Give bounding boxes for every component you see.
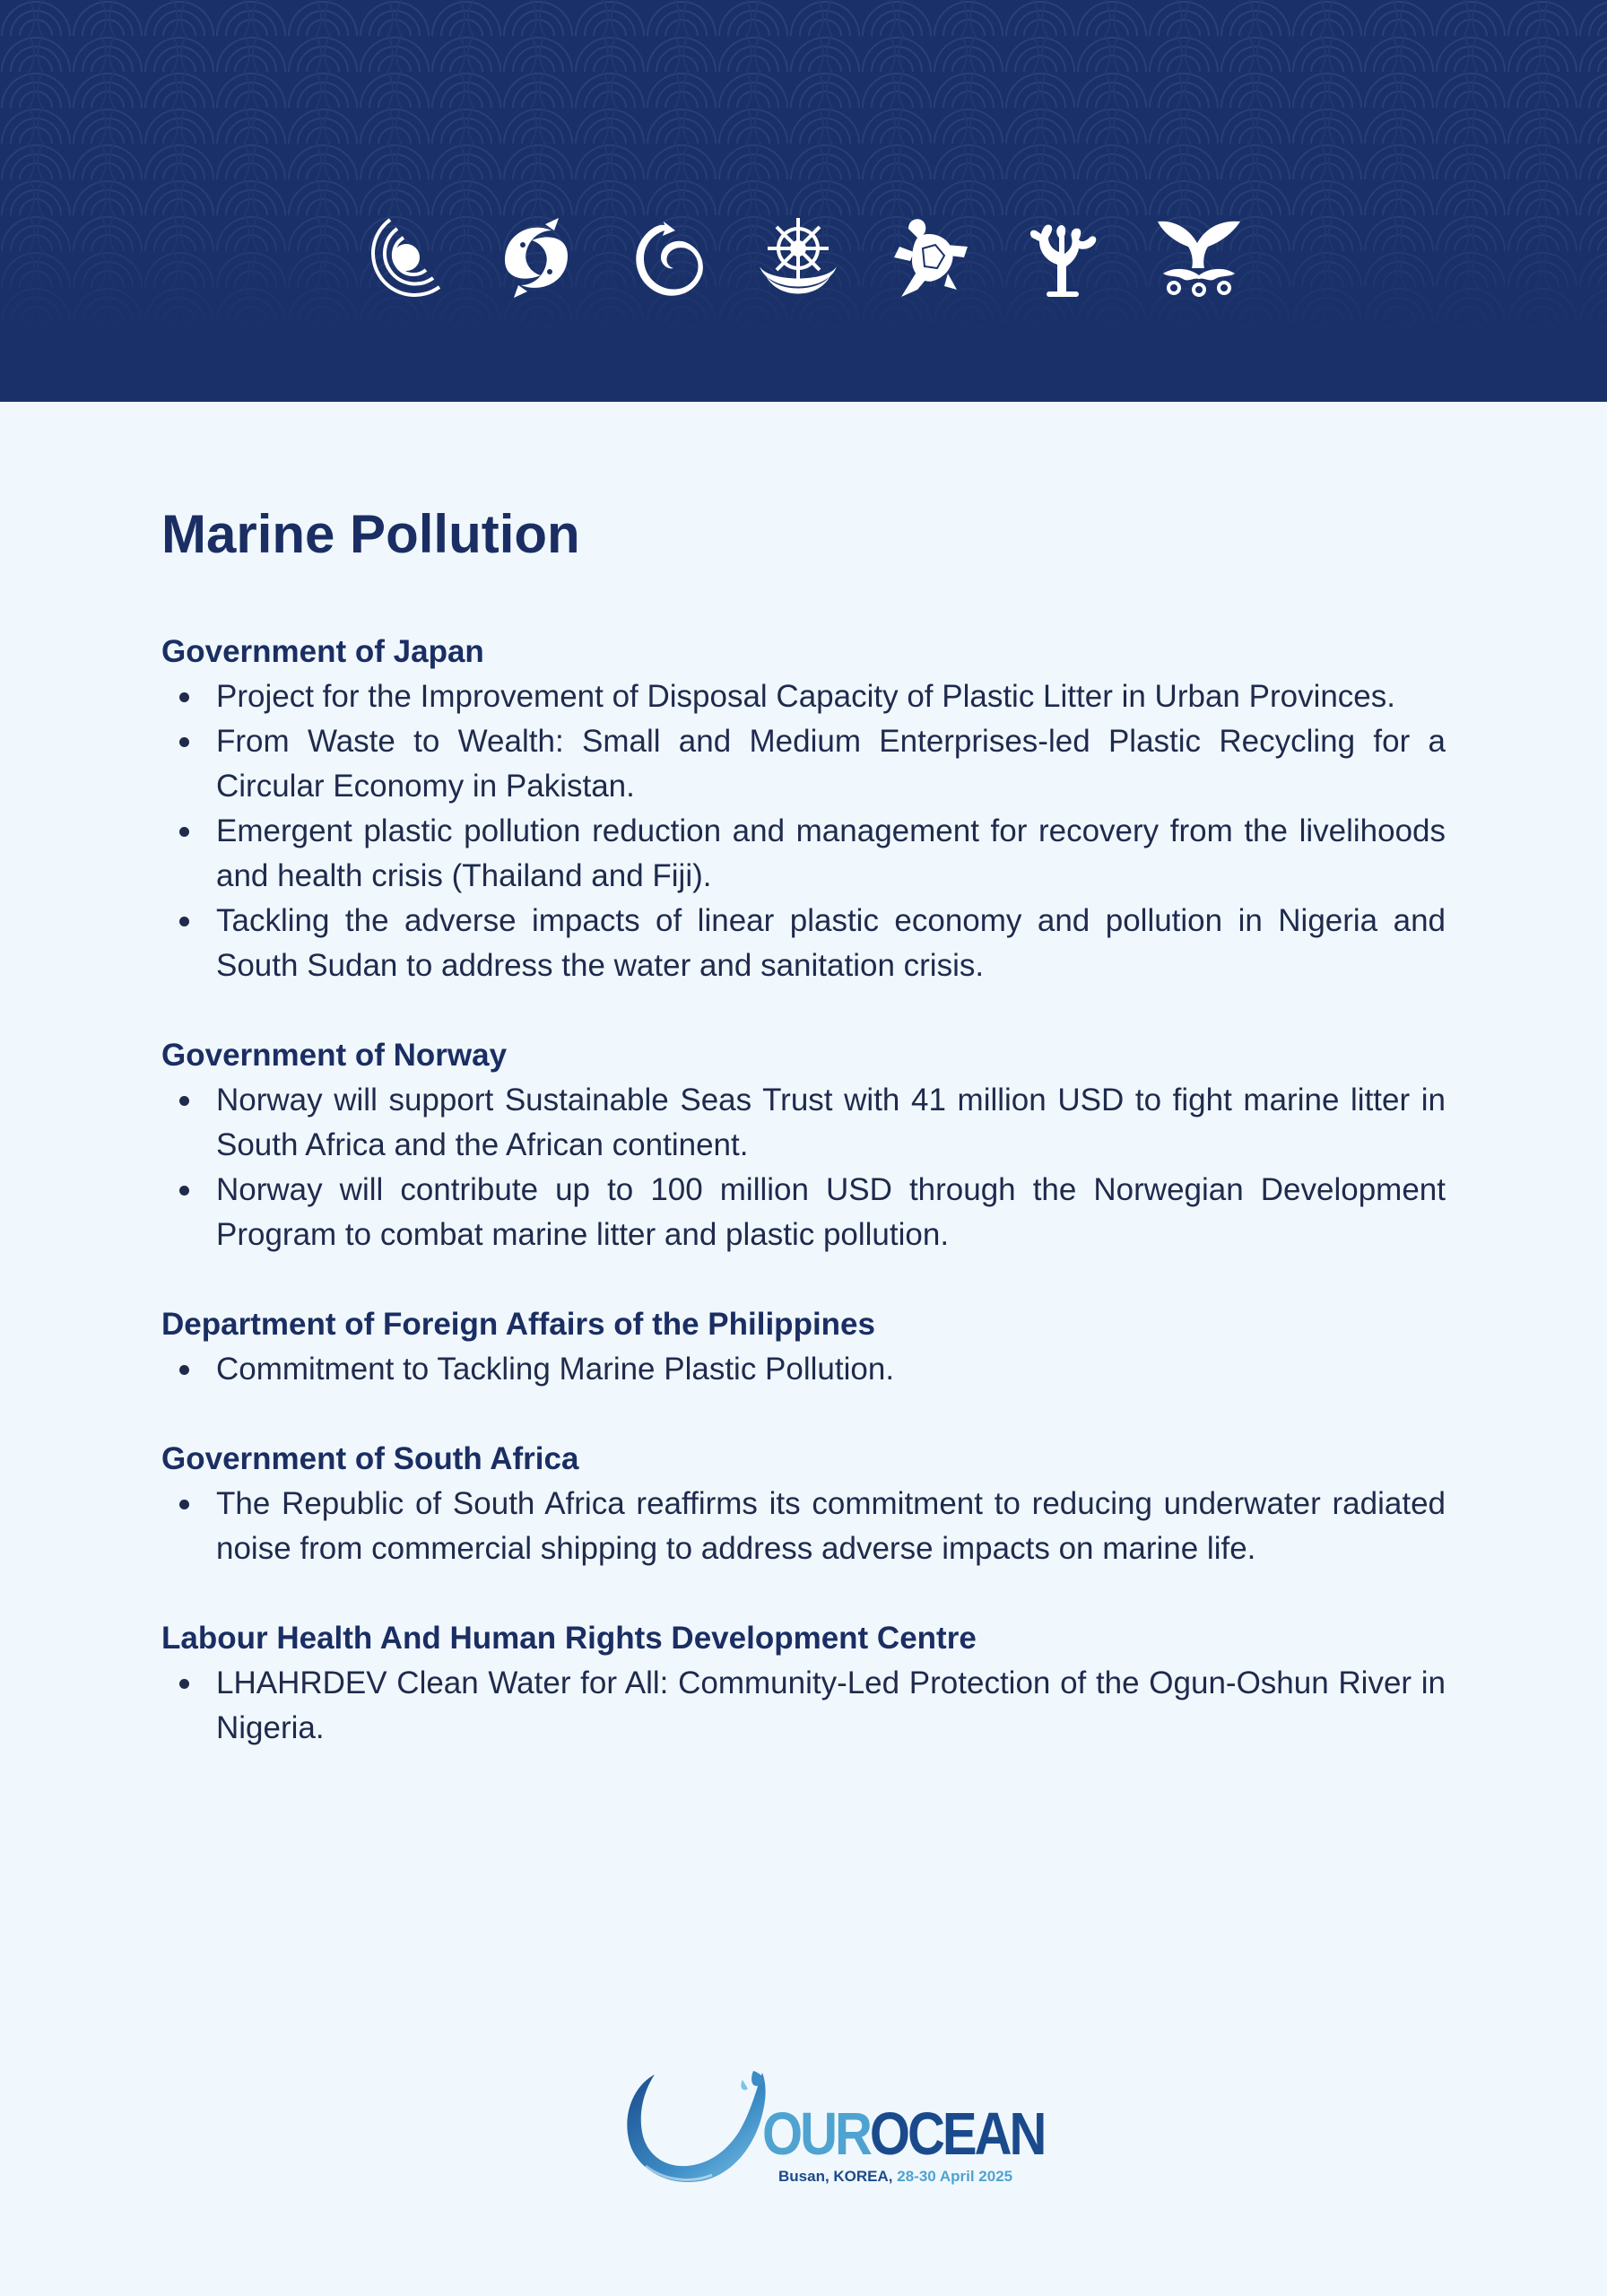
bullet-list: [161, 674, 1446, 988]
bullet-list: [161, 1347, 1446, 1392]
section-japan: [161, 630, 1446, 988]
ship-wheel-icon: [758, 211, 838, 305]
list-item: Norway will support Sustainable Seas Trust with 41 million USD to fight marine litter in South Africa and the African continent.: [161, 1078, 1446, 1168]
bullet-list: [161, 1078, 1446, 1257]
list-item: The Republic of South Africa reaffirms its commitment to reducing underwater radiated noise from commercial shipping to address adverse impacts on marine life.: [161, 1482, 1446, 1571]
icon-row: [363, 211, 1244, 305]
list-item: Emergent plastic pollution reduction and management for recovery from the livelihoods and health crisis (Thailand and Fiji).: [161, 809, 1446, 899]
whale-tail-icon: [1154, 211, 1244, 305]
sea-turtle-icon: [890, 211, 971, 305]
coral-icon: [1020, 211, 1105, 305]
page-title: Marine Pollution: [161, 504, 580, 564]
list-item: Norway will contribute up to 100 million USD through the Norwegian Development Program to combat marine litter and plastic pollution.: [161, 1168, 1446, 1257]
section-south-africa: [161, 1437, 1446, 1571]
list-item: Commitment to Tackling Marine Plastic Pollution.: [161, 1347, 1446, 1392]
logo-dates: 28-30 April 2025: [897, 2168, 1013, 2185]
logo-word-our: OUR: [762, 2100, 870, 2169]
section-title: Government of South Africa: [161, 1441, 579, 1476]
fish-pair-icon: [496, 211, 577, 305]
list-item: Tackling the adverse impacts of linear plastic economy and pollution in Nigeria and South Sudan to address the water and sanitation crisis.: [161, 899, 1446, 988]
wave-swirl-icon: [632, 211, 708, 305]
logo-word-ocean: OCEAN: [869, 2100, 1045, 2169]
bullet-list: [161, 1661, 1446, 1751]
our-ocean-logo: [619, 2067, 1045, 2193]
section-philippines: [161, 1302, 1446, 1392]
logo-location: Busan, KOREA,: [778, 2168, 893, 2185]
header-banner: [0, 0, 1607, 402]
bullet-list: [161, 1482, 1446, 1571]
section-title: Government of Norway: [161, 1038, 508, 1073]
section-lhahrdev: [161, 1616, 1446, 1751]
list-item: Project for the Improvement of Disposal Capacity of Plastic Litter in Urban Provinces.: [161, 674, 1446, 719]
spiral-circle-icon: [363, 211, 448, 305]
section-title: Department of Foreign Affairs of the Philippines: [161, 1307, 875, 1342]
wave-brush-icon: [619, 2067, 771, 2193]
section-norway: [161, 1033, 1446, 1257]
logo-subtitle: [778, 2168, 1012, 2186]
section-title: Government of Japan: [161, 634, 484, 669]
list-item: LHAHRDEV Clean Water for All: Community-Led Protection of the Ogun-Oshun River in Nigeria.: [161, 1661, 1446, 1751]
list-item: From Waste to Wealth: Small and Medium Enterprises-led Plastic Recycling for a Circular Economy in Pakistan.: [161, 719, 1446, 809]
wave-pattern-background: [0, 0, 1607, 402]
section-title: Labour Health And Human Rights Development Centre: [161, 1621, 977, 1656]
main-content: [161, 502, 1446, 1796]
logo-wordmark: [762, 2100, 1045, 2169]
